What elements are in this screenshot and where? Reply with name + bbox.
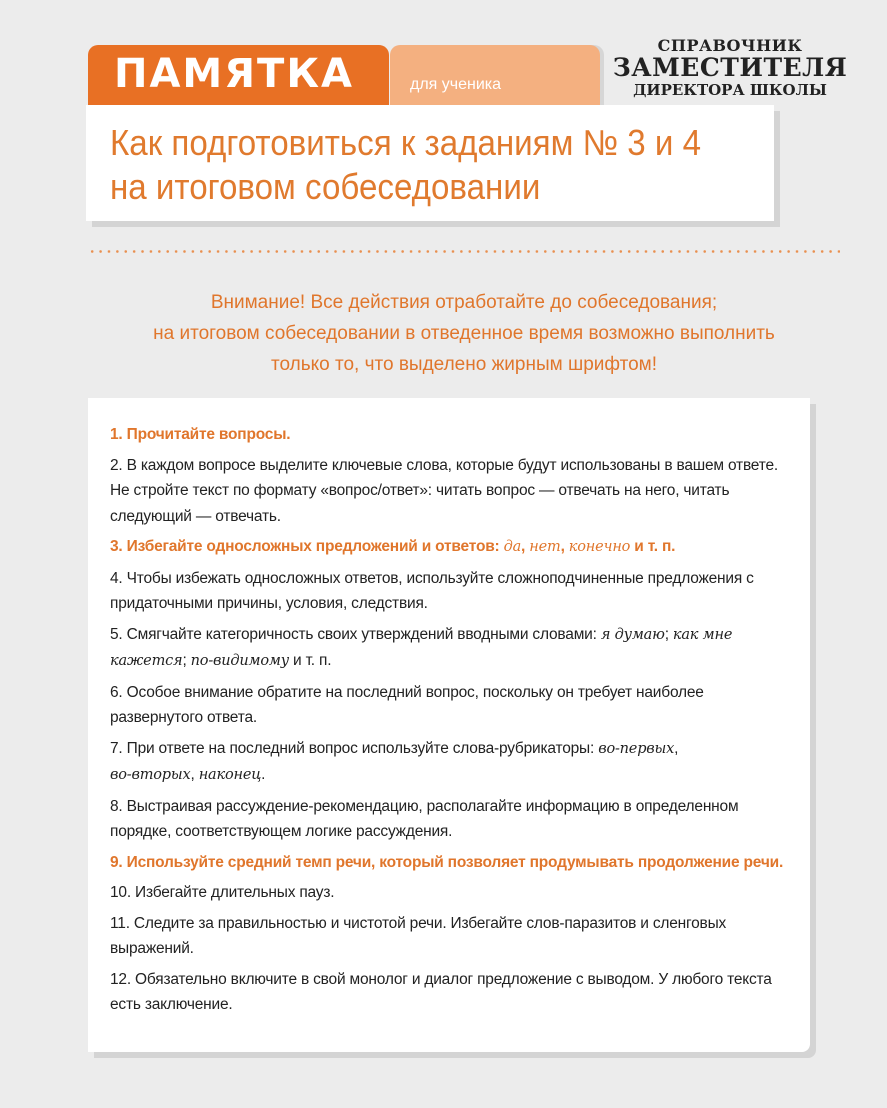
title-line-2: на итоговом собеседовании — [110, 166, 541, 207]
dotted-divider — [88, 250, 840, 253]
list-item-3 — [110, 534, 800, 561]
instructions-card — [88, 398, 810, 1052]
brand-line-3: ДИРЕКТОРА ШКОЛЫ — [633, 81, 827, 99]
example-word: как мне кажется — [110, 626, 733, 669]
item-tail: и т. п. — [288, 652, 332, 669]
instructions-list — [110, 422, 800, 1023]
list-item-4: 4. Чтобы избежать односложных ответов, используйте сложноподчиненные предложения с придаточными причины, условия, следствия. — [110, 569, 754, 612]
brand-line-1: СПРАВОЧНИК — [657, 36, 803, 55]
list-item-5 — [110, 622, 800, 675]
example-word: конечно — [568, 539, 631, 555]
item-tail: . — [261, 766, 266, 783]
separator: , — [674, 739, 679, 757]
list-item-9: 9. Используйте средний темп речи, который позволяет продумывать продолжение речи. — [110, 853, 784, 871]
separator: , — [190, 766, 199, 783]
list-item-1: 1. Прочитайте вопросы. — [110, 426, 291, 443]
item-text: 7. При ответе на последний вопрос используйте слова-рубрикаторы: — [110, 739, 599, 757]
brand-line-2: ЗАМЕСТИТЕЛЯ — [612, 53, 848, 82]
item-tail: и т. п. — [630, 538, 676, 555]
separator: , — [560, 538, 569, 555]
example-word: нет — [529, 539, 561, 555]
example-word: да — [503, 539, 522, 555]
list-item-8: 8. Выстраивая рассуждение-рекомендацию, располагайте информацию в определенном порядке, соответствующем логике рассуждения. — [110, 797, 739, 840]
title-line-1: Как подготовиться к заданиям № 3 и 4 — [110, 122, 702, 163]
notice-line-3: только то, что выделено жирным шрифтом! — [270, 354, 658, 375]
page-title — [110, 121, 772, 209]
example-word: во-вторых — [110, 767, 191, 783]
list-item-2: 2. В каждом вопросе выделите ключевые слова, которые будут использованы в вашем ответе. Не стройте текст по формату «вопрос/ответ»: читать вопрос — отвечать на него, читать следующий — отвечать. — [110, 456, 778, 525]
notice-line-2: на итоговом собеседовании в отведенное время возможно выполнить — [153, 323, 775, 344]
example-word: наконец — [198, 767, 262, 783]
list-item-6: 6. Особое внимание обратите на последний вопрос, поскольку он требует наиболее развернутого ответа. — [110, 683, 704, 726]
list-item-12: 12. Обязательно включите в свой монолог и диалог предложение с выводом. У любого текста есть заключение. — [110, 970, 772, 1013]
list-item-10: 10. Избегайте длительных пауз. — [110, 884, 335, 901]
audience-tab — [390, 45, 600, 105]
attention-notice — [88, 287, 840, 380]
memo-tab — [88, 45, 389, 105]
memo-tab-label: ПАМЯТКА — [114, 51, 354, 97]
separator: ; — [182, 652, 191, 669]
example-word: во-первых — [598, 740, 675, 757]
item-text: 5. Смягчайте категоричность своих утверждений вводными словами: — [110, 625, 601, 643]
item-text: 3. Избегайте односложных предложений и ответов: — [110, 538, 504, 555]
list-item-11: 11. Следите за правильностью и чистотой речи. Избегайте слов-паразитов и сленговых выражений. — [110, 914, 727, 957]
separator: , — [521, 538, 530, 555]
title-card — [86, 105, 774, 221]
brand-logo — [612, 36, 848, 100]
separator: ; — [664, 625, 673, 643]
example-word: по-видимому — [190, 653, 289, 669]
list-item-7 — [110, 736, 800, 789]
audience-tab-label: для ученика — [410, 76, 502, 93]
notice-line-1: Внимание! Все действия отработайте до собеседования; — [210, 292, 718, 313]
example-word: я думаю — [600, 626, 665, 643]
